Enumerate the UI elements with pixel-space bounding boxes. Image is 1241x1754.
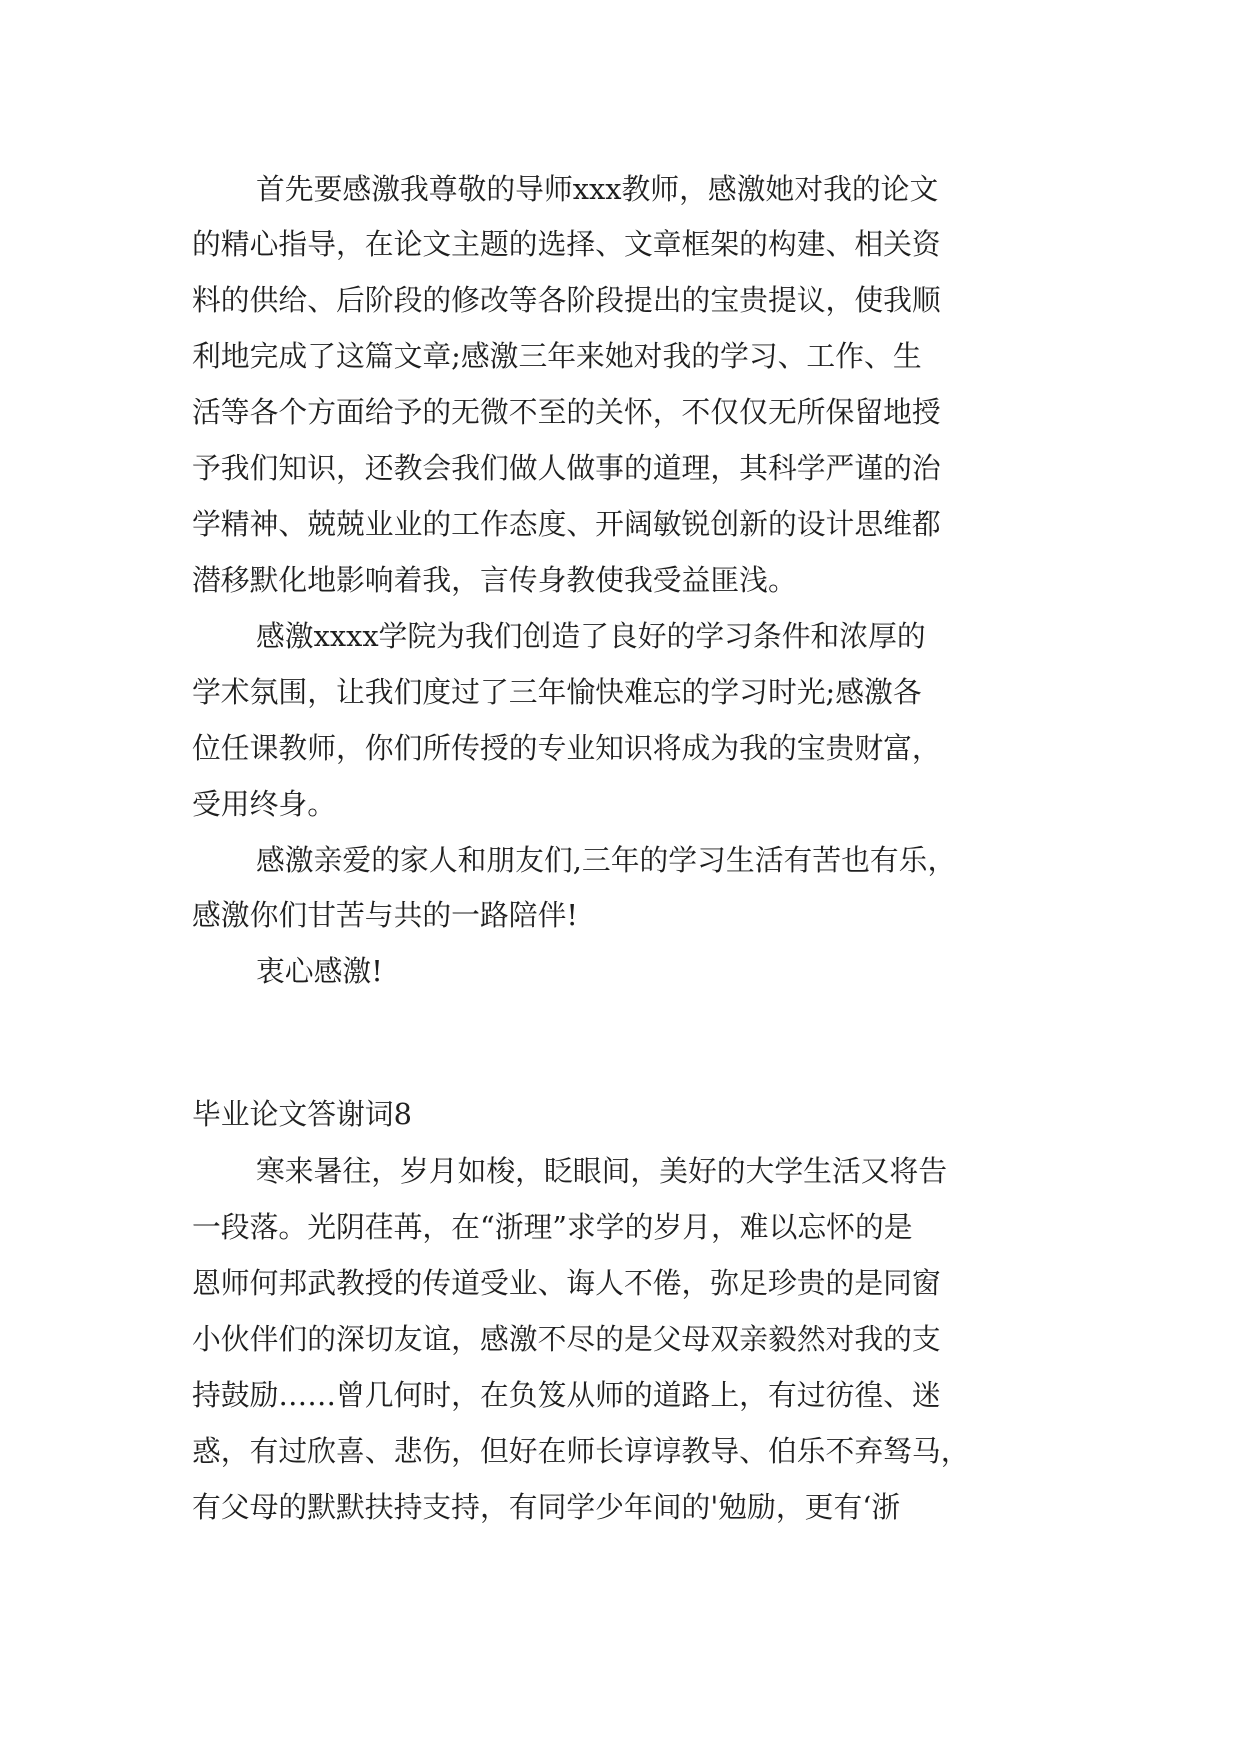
paragraph-1-line-6: 予我们知识，还教会我们做人做事的道理，其科学严谨的治 [192, 451, 941, 485]
paragraph-1-line-2: 的精心指导，在论文主题的选择、文章框架的构建、相关资 [192, 227, 941, 261]
paragraph-3-line-2: 感激你们甘苦与共的一路陪伴! [192, 898, 578, 932]
paragraph-2-line-2: 学术氛围，让我们度过了三年愉快难忘的学习时光;感激各 [192, 675, 922, 709]
paragraph-3-line-1: 感激亲爱的家人和朋友们,三年的学习生活有苦也有乐， [256, 843, 957, 877]
paragraph-2-line-1: 感激xxxx学院为我们创造了良好的学习条件和浓厚的 [256, 619, 926, 653]
paragraph-2-line-4: 受用终身。 [192, 787, 336, 821]
paragraph-1-line-4: 利地完成了这篇文章;感激三年来她对我的学习、工作、生 [192, 339, 922, 373]
paragraph-1-line-7: 学精神、兢兢业业的工作态度、开阔敏锐创新的设计思维都 [192, 507, 941, 541]
paragraph-4-line-5: 持鼓励……曾几何时，在负笈从师的道路上，有过彷徨、迷 [192, 1378, 941, 1412]
paragraph-4-line-3: 恩师何邦武教授的传道受业、诲人不倦，弥足珍贵的是同窗 [192, 1266, 941, 1300]
paragraph-2-line-3: 位任课教师，你们所传授的专业知识将成为我的宝贵财富， [192, 731, 941, 765]
paragraph-1-line-8: 潜移默化地影响着我，言传身教使我受益匪浅。 [192, 563, 797, 597]
paragraph-4-line-2: 一段落。光阴荏苒，在“浙理”求学的岁月，难以忘怀的是 [192, 1210, 913, 1244]
paragraph-4-line-1: 寒来暑往，岁月如梭，眨眼间，美好的大学生活又将告 [256, 1154, 948, 1188]
paragraph-1-line-3: 料的供给、后阶段的修改等各阶段提出的宝贵提议，使我顺 [192, 283, 941, 317]
paragraph-1-line-5: 活等各个方面给予的无微不至的关怀，不仅仅无所保留地授 [192, 395, 941, 429]
paragraph-4-line-7: 有父母的默默扶持支持，有同学少年间的'勉励，更有‘浙 [192, 1490, 901, 1524]
paragraph-1-line-1: 首先要感激我尊敬的导师xxx教师，感激她对我的论文 [256, 172, 939, 206]
paragraph-4-line-6: 惑，有过欣喜、悲伤，但好在师长谆谆教导、伯乐不弃驽马， [192, 1434, 970, 1468]
section-heading: 毕业论文答谢词8 [192, 1097, 412, 1131]
paragraph-4-line-4: 小伙伴们的深切友谊，感激不尽的是父母双亲毅然对我的支 [192, 1322, 941, 1356]
closing-line: 衷心感激! [256, 954, 383, 988]
